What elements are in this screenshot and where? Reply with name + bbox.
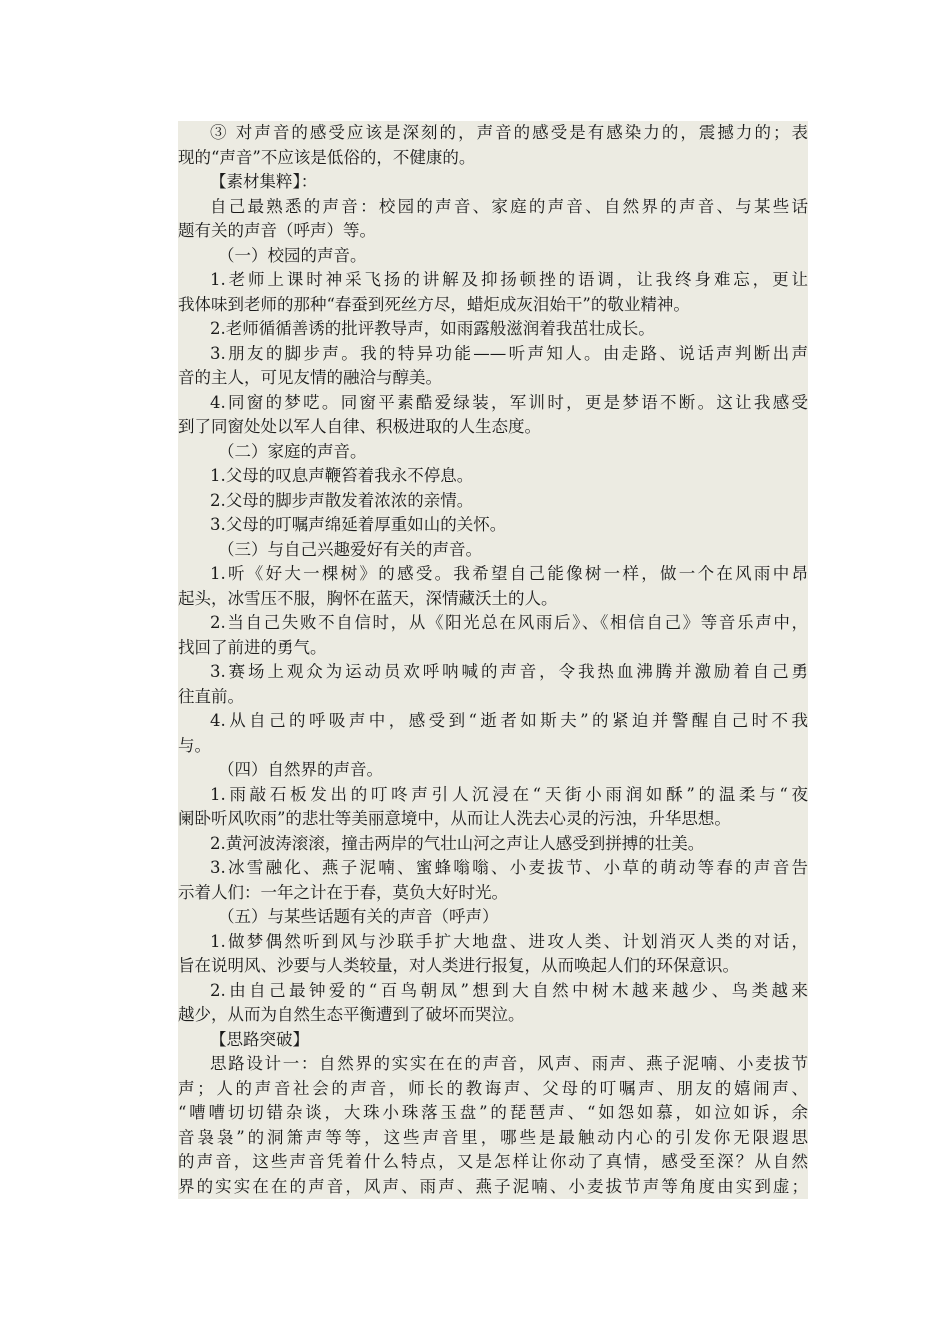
text-line: 2.老师循循善诱的批评教导声，如雨露般滋润着我茁壮成长。 bbox=[210, 319, 655, 338]
text-line: “嘈嘈切切错杂谈，大珠小珠落玉盘”的琵琶声、“如怨如慕，如泣如诉，余 bbox=[178, 1103, 808, 1122]
text-line: 的声音，这些声音凭着什么特点，又是怎样让你动了真情，感受至深？从自然 bbox=[178, 1152, 808, 1171]
text-line: 3.冰雪融化、燕子泥喃、蜜蜂嗡嗡、小麦拔节、小草的萌动等春的声音告 bbox=[210, 858, 808, 877]
text-line: 1.做梦偶然听到风与沙联手扩大地盘、进攻人类、计划消灭人类的对话， bbox=[210, 931, 808, 951]
text-line: 题有关的声音（呼声）等。 bbox=[178, 221, 376, 240]
text-line: 2.父母的脚步声散发着浓浓的亲情。 bbox=[210, 490, 474, 510]
text-line: 旨在说明风、沙要与人类较量，对人类进行报复，从而唤起人们的环保意识。 bbox=[178, 956, 739, 975]
text-line: 到了同窗处处以军人自律、积极进取的人生态度。 bbox=[178, 417, 541, 436]
document-text-block bbox=[178, 121, 808, 1199]
text-line: （五）与某些话题有关的声音（呼声） bbox=[218, 907, 499, 926]
text-line: 2.黄河波涛滚滚，撞击两岸的气壮山河之声让人感受到拼搏的壮美。 bbox=[210, 833, 705, 853]
text-line: （四）自然界的声音。 bbox=[218, 760, 383, 779]
text-line: （二）家庭的声音。 bbox=[218, 441, 367, 461]
text-line: 现的“声音”不应该是低俗的，不健康的。 bbox=[178, 147, 476, 167]
text-line: 【素材集粹】： bbox=[210, 172, 318, 191]
text-line: 阑卧听风吹雨”的悲壮等美丽意境中，从而让人洗去心灵的污浊，升华思想。 bbox=[178, 809, 731, 828]
text-line: 起头，冰雪压不服，胸怀在蓝天，深情藏沃土的人。 bbox=[178, 588, 558, 608]
text-line: 思路设计一：自然界的实实在在的声音，风声、雨声、燕子泥喃、小麦拔节 bbox=[210, 1054, 808, 1073]
text-line: 1.听《好大一棵树》的感受。我希望自己能像树一样，做一个在风雨中昂 bbox=[210, 564, 808, 583]
text-line: 找回了前进的勇气。 bbox=[178, 637, 327, 657]
text-line: 越少，从而为自然生态平衡遭到了破坏而哭泣。 bbox=[178, 1005, 525, 1024]
text-line: 界的实实在在的声音，风声、雨声、燕子泥喃、小麦拔节声等角度由实到虚； bbox=[178, 1176, 808, 1196]
text-line: 自己最熟悉的声音：校园的声音、家庭的声音、自然界的声音、与某些话 bbox=[210, 196, 808, 216]
text-line: 3.父母的叮嘱声绵延着厚重如山的关怀。 bbox=[210, 515, 507, 534]
text-line: （三）与自己兴趣爱好有关的声音。 bbox=[218, 539, 482, 559]
text-line: 音袅袅”的洞箫声等等，这些声音里，哪些是最触动内心的引发你无限遐思 bbox=[178, 1127, 808, 1147]
text-line: 声；人的声音社会的声音，师长的教诲声、父母的叮嘱声、朋友的嬉闹声、 bbox=[178, 1078, 808, 1098]
text-line: 3.赛场上观众为运动员欢呼呐喊的声音，令我热血沸腾并激励着自己勇 bbox=[210, 662, 808, 681]
text-line: 2.由自己最钟爱的“百鸟朝凤”想到大自然中树木越来越少、鸟类越来 bbox=[210, 980, 808, 1000]
text-line: 【思路突破】 bbox=[210, 1029, 309, 1049]
text-line: 我体味到老师的那种“春蚕到死丝方尽，蜡炬成灰泪始干”的敬业精神。 bbox=[178, 294, 690, 314]
text-line: 2.当自己失败不自信时，从《阳光总在风雨后》、《相信自己》等音乐声中， bbox=[210, 613, 808, 632]
text-line: （一）校园的声音。 bbox=[218, 245, 367, 265]
text-line: 1.老师上课时神采飞扬的讲解及抑扬顿挫的语调，让我终身难忘，更让 bbox=[210, 270, 808, 289]
text-line: 1.雨敲石板发出的叮咚声引人沉浸在“天街小雨润如酥”的温柔与“夜 bbox=[210, 784, 808, 804]
text-line: 示着人们：一年之计在于春，莫负大好时光。 bbox=[178, 882, 508, 902]
text-line: 1.父母的叹息声鞭笞着我永不停息。 bbox=[210, 466, 474, 485]
text-line: ③ 对声音的感受应该是深刻的，声音的感受是有感染力的，震撼力的；表 bbox=[210, 123, 808, 142]
text-line: 4.同窗的梦呓。同窗平素酷爱绿装，军训时，更是梦语不断。这让我感受 bbox=[210, 392, 808, 412]
text-line: 与。 bbox=[178, 735, 211, 755]
text-line: 音的主人，可见友情的融洽与醇美。 bbox=[178, 368, 442, 387]
text-line: 往直前。 bbox=[178, 686, 244, 706]
text-line: 4.从自己的呼吸声中，感受到“逝者如斯夫”的紧迫并警醒自己时不我 bbox=[210, 711, 808, 730]
text-line: 3.朋友的脚步声。我的特异功能——听声知人。由走路、说话声判断出声 bbox=[210, 343, 808, 363]
